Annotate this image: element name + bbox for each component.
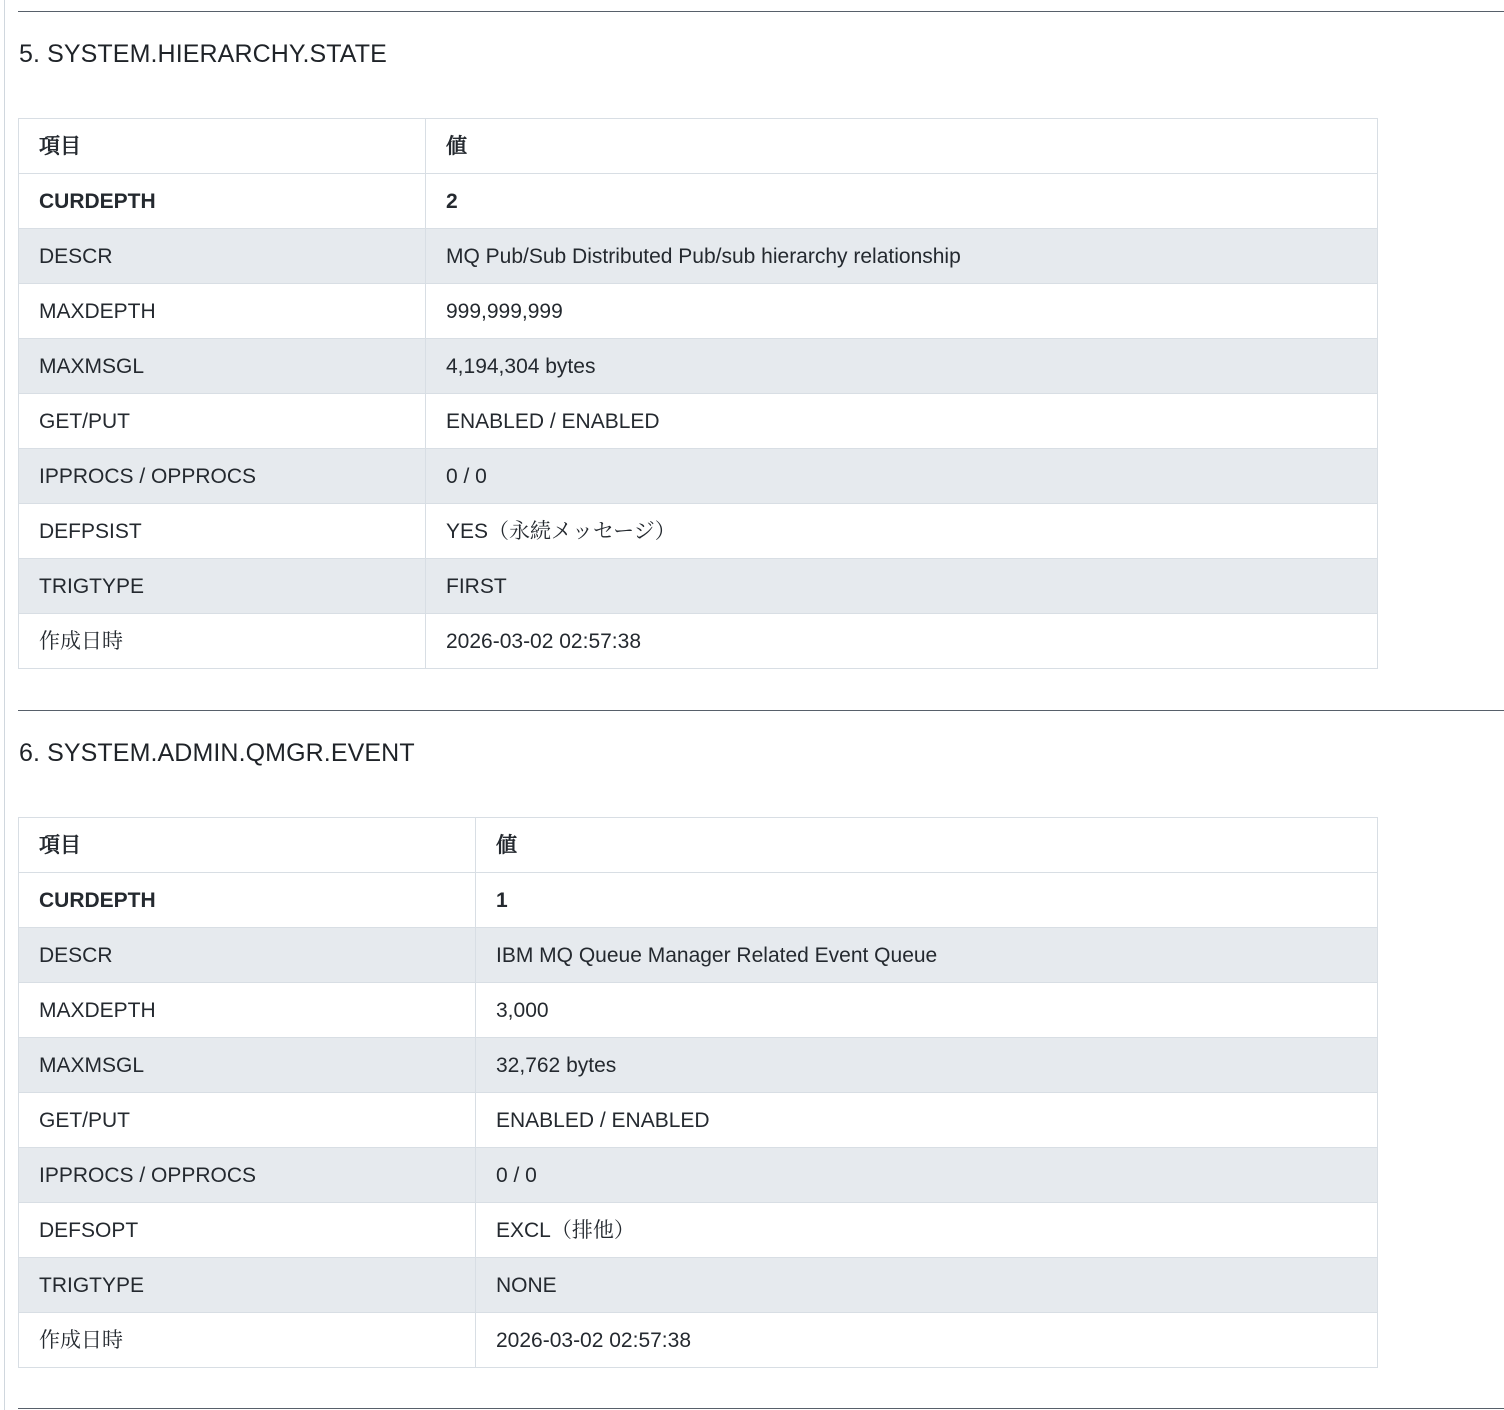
row-key: 作成日時: [19, 1313, 476, 1368]
section-divider: [18, 1408, 1504, 1409]
table-row: [19, 1313, 1378, 1368]
table-row: [19, 614, 1378, 669]
table-row: [19, 1148, 1378, 1203]
table-row: [19, 1038, 1378, 1093]
row-value: ENABLED / ENABLED: [476, 1093, 1378, 1148]
row-value: 2026-03-02 02:57:38: [426, 614, 1378, 669]
row-value: FIRST: [426, 559, 1378, 614]
table-row: [19, 449, 1378, 504]
row-key: TRIGTYPE: [19, 1258, 476, 1313]
row-key: MAXMSGL: [19, 1038, 476, 1093]
row-key: CURDEPTH: [19, 873, 476, 928]
row-value: EXCL（排他）: [476, 1203, 1378, 1258]
table-row: [19, 873, 1378, 928]
column-header-value: 値: [476, 818, 1378, 873]
table-row: [19, 983, 1378, 1038]
row-value: IBM MQ Queue Manager Related Event Queue: [476, 928, 1378, 983]
row-key: DESCR: [19, 928, 476, 983]
row-value: 0 / 0: [476, 1148, 1378, 1203]
row-key: DEFPSIST: [19, 504, 426, 559]
row-value: 1: [476, 873, 1378, 928]
row-value: NONE: [476, 1258, 1378, 1313]
table-header-row: [19, 818, 1378, 873]
column-header-key: 項目: [19, 119, 426, 174]
row-key: CURDEPTH: [19, 174, 426, 229]
row-value: 999,999,999: [426, 284, 1378, 339]
row-key: DEFSOPT: [19, 1203, 476, 1258]
table-row: [19, 284, 1378, 339]
section-divider: [18, 710, 1504, 711]
table-row: [19, 928, 1378, 983]
table-row: [19, 174, 1378, 229]
row-value: 3,000: [476, 983, 1378, 1038]
row-key: MAXDEPTH: [19, 284, 426, 339]
row-key: IPPROCS / OPPROCS: [19, 449, 426, 504]
row-key: TRIGTYPE: [19, 559, 426, 614]
row-value: 32,762 bytes: [476, 1038, 1378, 1093]
row-key: MAXDEPTH: [19, 983, 476, 1038]
row-value: 0 / 0: [426, 449, 1378, 504]
table-row: [19, 504, 1378, 559]
row-key: DESCR: [19, 229, 426, 284]
table-row: [19, 394, 1378, 449]
row-value: 2: [426, 174, 1378, 229]
row-key: GET/PUT: [19, 394, 426, 449]
section-title: 5. SYSTEM.HIERARCHY.STATE: [19, 40, 387, 68]
queue-attributes-table: [18, 817, 1378, 1368]
table-row: [19, 1203, 1378, 1258]
queue-attributes-table: [18, 118, 1378, 669]
column-header-value: 値: [426, 119, 1378, 174]
row-value: 4,194,304 bytes: [426, 339, 1378, 394]
table-row: [19, 339, 1378, 394]
row-key: IPPROCS / OPPROCS: [19, 1148, 476, 1203]
table-header-row: [19, 119, 1378, 174]
table-row: [19, 559, 1378, 614]
table-row: [19, 1258, 1378, 1313]
row-key: 作成日時: [19, 614, 426, 669]
section-divider: [18, 11, 1504, 12]
table-row: [19, 229, 1378, 284]
row-value: 2026-03-02 02:57:38: [476, 1313, 1378, 1368]
row-value: ENABLED / ENABLED: [426, 394, 1378, 449]
left-border: [4, 0, 5, 1410]
table-row: [19, 1093, 1378, 1148]
row-value: MQ Pub/Sub Distributed Pub/sub hierarchy relationship: [426, 229, 1378, 284]
section-title: 6. SYSTEM.ADMIN.QMGR.EVENT: [19, 739, 415, 767]
row-value: YES（永続メッセージ）: [426, 504, 1378, 559]
column-header-key: 項目: [19, 818, 476, 873]
row-key: GET/PUT: [19, 1093, 476, 1148]
row-key: MAXMSGL: [19, 339, 426, 394]
